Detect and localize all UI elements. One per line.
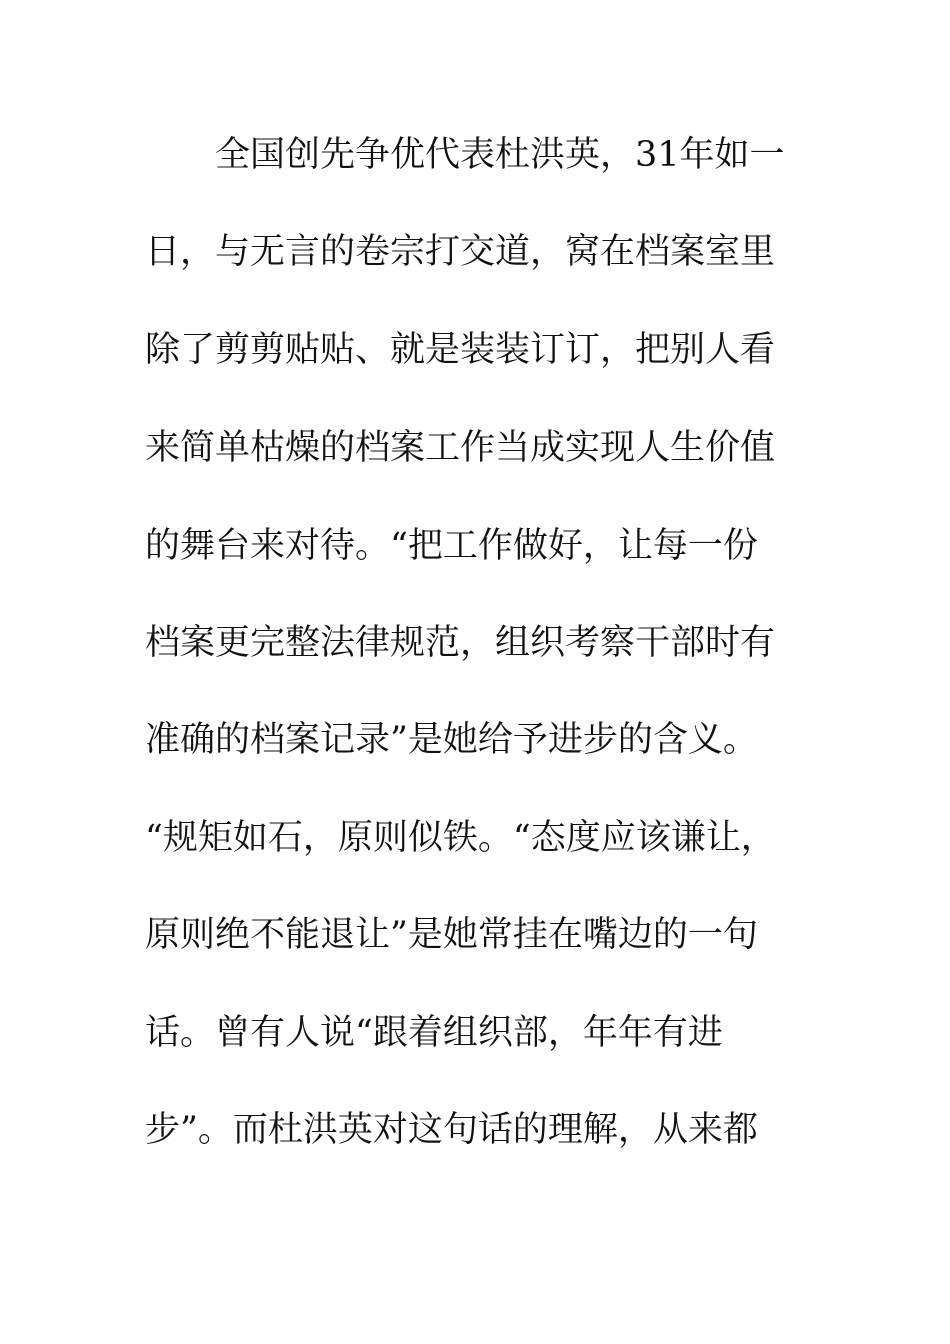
text-line: 来简单枯燥的档案工作当成实现人生价值 (145, 428, 776, 468)
text-line: “规矩如石，原则似铁。“态度应该谦让， (145, 818, 776, 858)
text-line: 除了剪剪贴贴、就是装装订订，把别人看 (145, 330, 776, 370)
text-line: 话。曾有人说“跟着组织部，年年有进 (145, 1013, 723, 1053)
text-line: 日，与无言的卷宗打交道，窝在档案室里 (145, 232, 776, 272)
text-line: 准确的档案记录”是她给予进步的含义。 (145, 720, 758, 760)
text-line: 的舞台来对待。“把工作做好，让每一份 (145, 526, 758, 566)
text-line: 档案更完整法律规范，组织考察干部时有 (145, 623, 776, 663)
text-line: 原则绝不能退让”是她常挂在嘴边的一句 (145, 915, 758, 955)
text-line: 步”。而杜洪英对这句话的理解，从来都 (145, 1110, 758, 1150)
text-line: 全国创先争优代表杜洪英，31年如一 (145, 135, 785, 175)
